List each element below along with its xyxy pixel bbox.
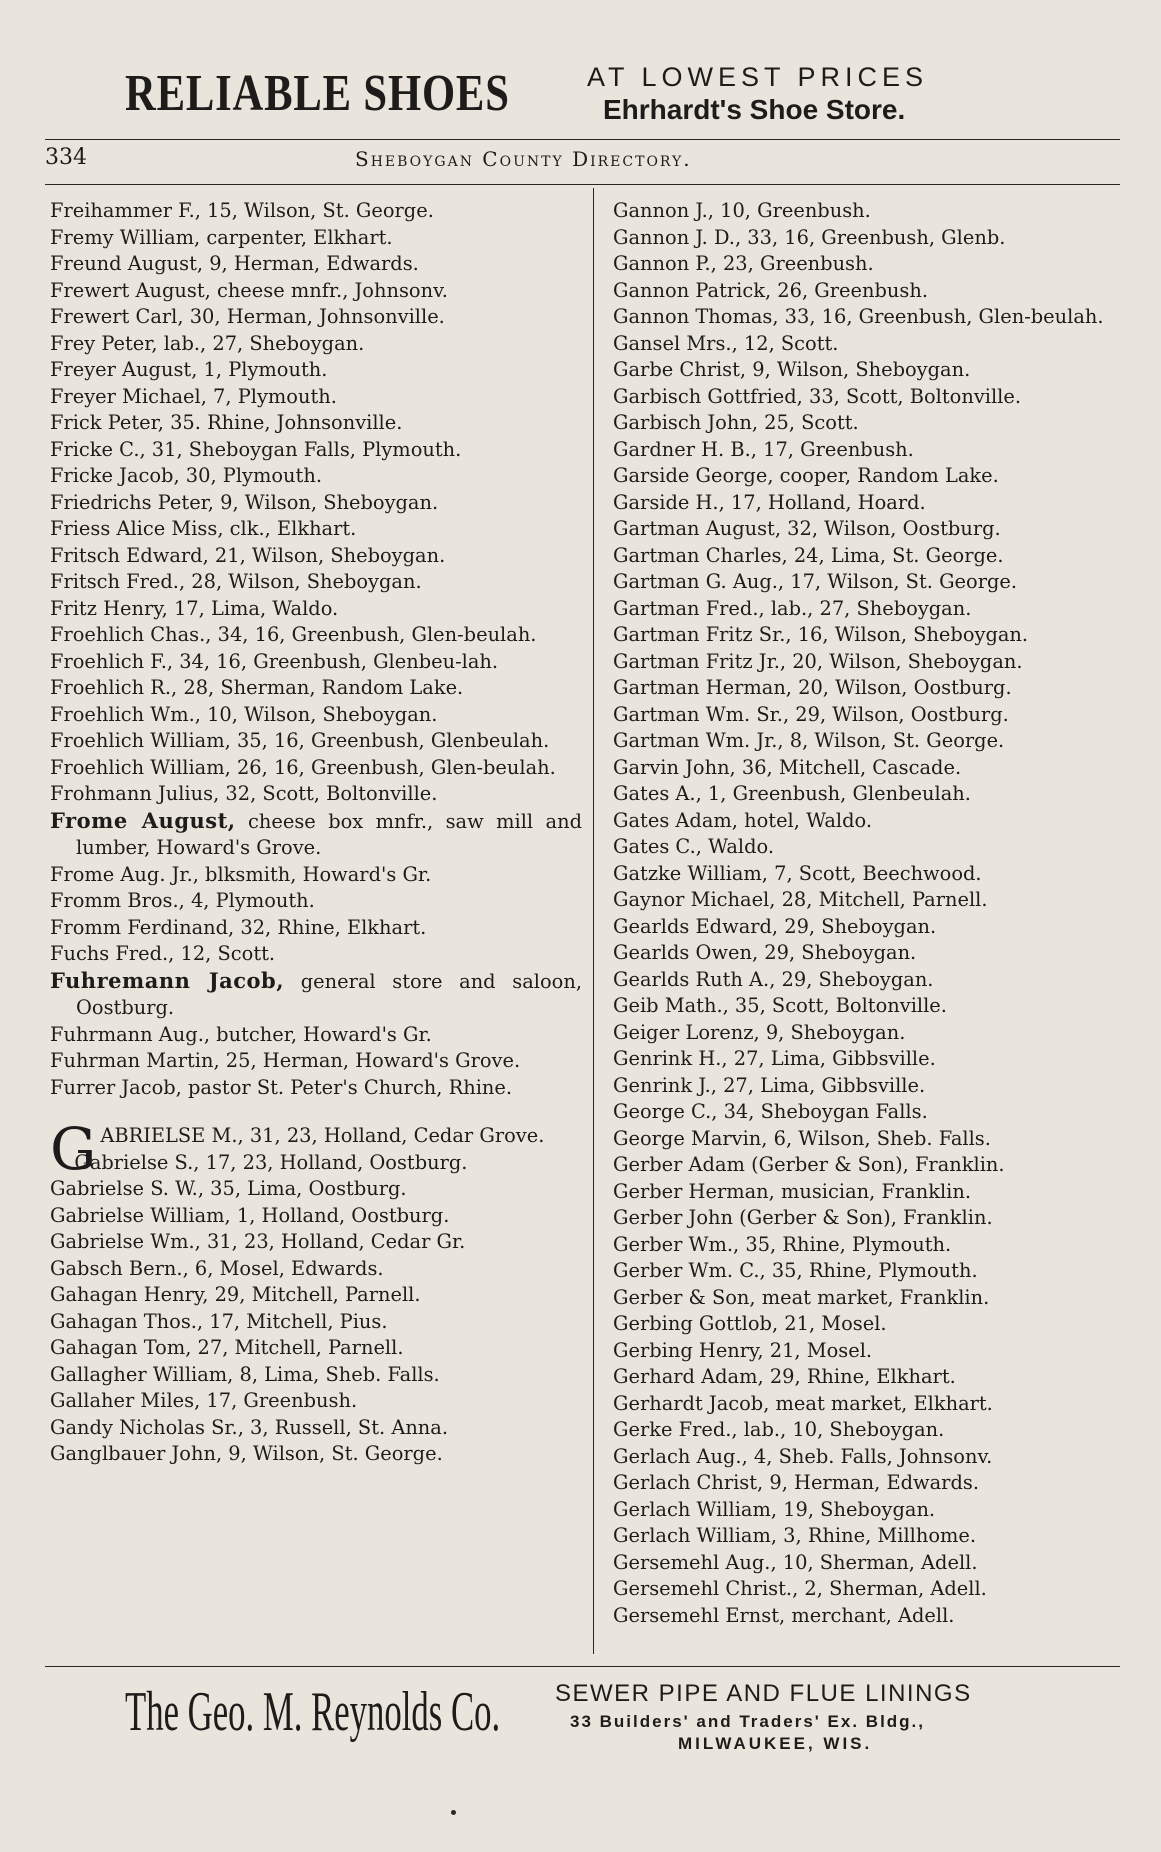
directory-entry [50, 702, 582, 729]
directory-entry [613, 543, 1133, 570]
entry-text: Gartman August, 32, Wilson, Oostburg. [613, 517, 1001, 540]
entry-text: Gates C., Waldo. [613, 835, 774, 858]
directory-entry [613, 1126, 1133, 1153]
directory-entry [613, 1550, 1133, 1577]
directory-entry [613, 702, 1133, 729]
entry-text: Gabrielse S., 17, 23, Holland, Oostburg. [74, 1150, 468, 1174]
entry-text: Fricke C., 31, Sheboygan Falls, Plymouth. [50, 437, 462, 461]
entry-text: Froehlich R., 28, Sherman, Random Lake. [50, 676, 464, 699]
entry-text: Frohmann Julius, 32, Scott, Boltonville. [50, 782, 438, 805]
entry-text: Gartman Wm. Sr., 29, Wilson, Oostburg. [613, 702, 1009, 726]
directory-entry [613, 304, 1133, 331]
entry-text: Gerber John (Gerber & Son), Franklin. [613, 1206, 993, 1229]
bottom-advertisement [125, 1680, 1065, 1760]
entry-text: Gannon Patrick, 26, Greenbush. [613, 278, 928, 302]
entry-text: Gartman G. Aug., 17, Wilson, St. George. [613, 570, 1018, 593]
directory-entry [50, 1282, 582, 1309]
directory-entry [50, 410, 582, 437]
directory-entry [613, 384, 1133, 411]
directory-entry [50, 304, 582, 331]
entry-text: Gartman Herman, 20, Wilson, Oostburg. [613, 676, 1012, 699]
directory-entry [613, 1417, 1133, 1444]
directory-entry [613, 490, 1133, 517]
directory-entry [50, 1362, 582, 1389]
entry-text: Gerber Herman, musician, Franklin. [613, 1179, 972, 1203]
directory-entry [613, 437, 1133, 464]
entry-text: Gannon J., 10, Greenbush. [613, 199, 871, 222]
entry-text: Gerber Wm. C., 35, Rhine, Plymouth. [613, 1259, 978, 1282]
entry-text: Friedrichs Peter, 9, Wilson, Sheboygan. [50, 490, 439, 514]
entry-text: Gerlach William, 3, Rhine, Millhome. [613, 1524, 977, 1547]
directory-entry [613, 357, 1133, 384]
entry-text: Gartman Fred., lab., 27, Sheboygan. [613, 596, 972, 620]
entry-text: Fuhrman Martin, 25, Herman, Howard's Grove. [50, 1049, 521, 1072]
entry-text: Frewert August, cheese mnfr., Johnsonv. [50, 278, 448, 302]
directory-entry [613, 596, 1133, 623]
directory-entry [50, 1022, 582, 1049]
ad-address: 33 Builders' and Traders' Ex. Bldg., [570, 1712, 926, 1731]
directory-entry [50, 1048, 582, 1075]
entry-text: Gabrielse S. W., 35, Lima, Oostburg. [50, 1177, 407, 1200]
entry-text: Fromm Bros., 4, Plymouth. [50, 889, 315, 912]
entry-text: Gerlach Aug., 4, Sheb. Falls, Johnsonv. [613, 1444, 993, 1468]
directory-entry [50, 728, 582, 755]
directory-entry [50, 596, 582, 623]
entry-text: Fricke Jacob, 30, Plymouth. [50, 464, 322, 487]
directory-entry [50, 463, 582, 490]
directory-entry [50, 1335, 582, 1362]
directory-entry [50, 331, 582, 358]
entry-text: Gerlach William, 19, Sheboygan. [613, 1497, 936, 1521]
entry-text: Gerhardt Jacob, meat market, Elkhart. [613, 1391, 993, 1415]
directory-entry [613, 1470, 1133, 1497]
directory-entry [50, 915, 582, 942]
directory-entry [50, 888, 582, 915]
entry-text: cheese box mnfr., saw mill and lumber, Howard's Grove. [76, 809, 583, 859]
entry-text: Gandy Nicholas Sr., 3, Russell, St. Anna. [50, 1415, 449, 1439]
directory-entry [613, 728, 1133, 755]
entry-text: Gerbing Gottlob, 21, Mosel. [613, 1312, 887, 1335]
directory-entry [50, 1415, 582, 1442]
directory-entry [613, 808, 1133, 835]
directory-entry [613, 1391, 1133, 1418]
directory-entry [50, 543, 582, 570]
directory-entry [50, 781, 582, 808]
directory-entry [613, 1258, 1133, 1285]
directory-entry [613, 914, 1133, 941]
entry-text: Gabrielse Wm., 31, 23, Holland, Cedar Gr. [50, 1230, 466, 1253]
entry-text: Geiger Lorenz, 9, Sheboygan. [613, 1020, 906, 1044]
directory-entry [50, 1309, 582, 1336]
page-title: Sheboygan County Directory. [355, 147, 692, 171]
entry-text: Geib Math., 35, Scott, Boltonville. [613, 994, 947, 1017]
directory-entry [50, 198, 582, 225]
directory-entry [50, 808, 582, 862]
entry-text: Fritsch Edward, 21, Wilson, Sheboygan. [50, 543, 446, 567]
entry-text: Fromm Ferdinand, 32, Rhine, Elkhart. [50, 915, 427, 939]
directory-entry [613, 781, 1133, 808]
directory-entry [50, 941, 582, 968]
directory-entry [613, 516, 1133, 543]
entry-text: Freyer August, 1, Plymouth. [50, 358, 328, 381]
directory-entry [613, 940, 1133, 967]
left-column [50, 198, 582, 1468]
directory-entry [613, 410, 1133, 437]
directory-entry [50, 490, 582, 517]
directory-entry [50, 1441, 582, 1468]
directory-entry [613, 1603, 1133, 1630]
entry-text: Fritz Henry, 17, Lima, Waldo. [50, 596, 339, 620]
top-advertisement [125, 60, 1055, 130]
directory-entry [50, 278, 582, 305]
directory-entry [50, 225, 582, 252]
entry-text: George C., 34, Sheboygan Falls. [613, 1100, 928, 1123]
directory-entry [50, 437, 582, 464]
entry-text: Freihammer F., 15, Wilson, St. George. [50, 199, 434, 222]
directory-entry [50, 1229, 582, 1256]
entry-text: Gannon J. D., 33, 16, Greenbush, Glenb. [613, 225, 1006, 249]
entry-text: Gates Adam, hotel, Waldo. [613, 808, 872, 832]
directory-entry [50, 862, 582, 889]
entry-text: George Marvin, 6, Wilson, Sheb. Falls. [613, 1126, 991, 1150]
directory-entry [613, 1073, 1133, 1100]
entry-text: Gannon P., 23, Greenbush. [613, 252, 874, 275]
entry-text: Gatzke William, 7, Scott, Beechwood. [613, 861, 982, 885]
entry-text: Froehlich F., 34, 16, Greenbush, Glenbeu-lah. [50, 649, 499, 673]
entry-text: Garbe Christ, 9, Wilson, Sheboygan. [613, 358, 971, 381]
directory-entry [613, 1444, 1133, 1471]
directory-entry [613, 887, 1133, 914]
entry-text: Gannon Thomas, 33, 16, Greenbush, Glen-beulah. [613, 305, 1104, 328]
directory-entry [613, 1338, 1133, 1365]
directory-entry [50, 968, 582, 1022]
right-column [613, 198, 1133, 1629]
directory-entry [613, 1311, 1133, 1338]
entry-text: Gerke Fred., lab., 10, Sheboygan. [613, 1418, 945, 1441]
directory-entry [50, 357, 582, 384]
directory-entry [50, 516, 582, 543]
entry-bold-name: Frome August, [50, 807, 236, 833]
entry-text: Gerlach Christ, 9, Herman, Edwards. [613, 1471, 979, 1494]
entry-text: Gallagher William, 8, Lima, Sheb. Falls. [50, 1362, 440, 1386]
entry-text: Gahagan Thos., 17, Mitchell, Pius. [50, 1309, 388, 1333]
entry-text: Gerhard Adam, 29, Rhine, Elkhart. [613, 1365, 956, 1388]
entry-text: Ganglbauer John, 9, Wilson, St. George. [50, 1442, 443, 1465]
directory-entry [50, 1388, 582, 1415]
directory-entry [613, 1232, 1133, 1259]
entry-text: Gersemehl Ernst, merchant, Adell. [613, 1603, 955, 1627]
bottom-rule [45, 1666, 1120, 1667]
entry-text: Froehlich William, 35, 16, Greenbush, Glenbeulah. [50, 729, 550, 752]
directory-entry [613, 1099, 1133, 1126]
entry-text: Gartman Charles, 24, Lima, St. George. [613, 543, 1004, 567]
entry-text: Gartman Wm. Jr., 8, Wilson, St. George. [613, 729, 1005, 752]
directory-entry [613, 834, 1133, 861]
directory-entry [50, 251, 582, 278]
entry-text: Gansel Mrs., 12, Scott. [613, 331, 839, 355]
drop-cap-letter: G [50, 1115, 97, 1183]
directory-entry [613, 1497, 1133, 1524]
entry-text: Froehlich Chas., 34, 16, Greenbush, Glen-beulah. [50, 623, 537, 646]
entry-text: Gerber Wm., 35, Rhine, Plymouth. [613, 1232, 952, 1256]
directory-entry [50, 755, 582, 782]
directory-entry [613, 1152, 1133, 1179]
directory-entry [50, 1256, 582, 1283]
page-mark [451, 1810, 456, 1815]
ad-tagline: AT LOWEST PRICES [587, 62, 929, 92]
ad-headline: RELIABLE SHOES [125, 65, 510, 122]
entry-text: Gearlds Owen, 29, Sheboygan. [613, 941, 917, 964]
directory-entry [50, 1075, 582, 1102]
entry-bold-name: Fuhremann Jacob, [50, 967, 285, 993]
directory-entry [50, 675, 582, 702]
directory-entry [613, 993, 1133, 1020]
directory-entry [50, 622, 582, 649]
top-rule [45, 139, 1120, 140]
entry-text: Garbisch John, 25, Scott. [613, 411, 859, 434]
directory-entry [613, 675, 1133, 702]
entry-text: Gabrielse William, 1, Holland, Oostburg. [50, 1203, 450, 1227]
entry-text: Garside George, cooper, Random Lake. [613, 464, 999, 487]
entry-text: Gahagan Tom, 27, Mitchell, Parnell. [50, 1336, 404, 1359]
entry-text: Fuhrmann Aug., butcher, Howard's Gr. [50, 1022, 432, 1046]
entry-text: Garvin John, 36, Mitchell, Cascade. [613, 755, 962, 779]
directory-entry [613, 1576, 1133, 1603]
directory-entry [613, 1046, 1133, 1073]
directory-entry [613, 649, 1133, 676]
directory-entry [50, 1203, 582, 1230]
entry-text: Frome Aug. Jr., blksmith, Howard's Gr. [50, 862, 432, 886]
directory-entry [613, 198, 1133, 225]
directory-entry [50, 569, 582, 596]
entry-text: Gahagan Henry, 29, Mitchell, Parnell. [50, 1283, 421, 1306]
entry-text: Gearlds Ruth A., 29, Sheboygan. [613, 967, 934, 991]
entry-text: Friess Alice Miss, clk., Elkhart. [50, 517, 357, 540]
directory-entry [613, 331, 1133, 358]
entry-text: Gaynor Michael, 28, Mitchell, Parnell. [613, 888, 988, 911]
directory-entry [613, 278, 1133, 305]
entry-text: Fritsch Fred., 28, Wilson, Sheboygan. [50, 570, 422, 593]
entry-text: Gabsch Bern., 6, Mosel, Edwards. [50, 1256, 384, 1280]
directory-entry [50, 649, 582, 676]
directory-entry [50, 384, 582, 411]
entry-text: Garbisch Gottfried, 33, Scott, Boltonville. [613, 384, 1022, 408]
directory-entry [613, 251, 1133, 278]
entry-text: ABRIELSE M., 31, 23, Holland, Cedar Grove. [100, 1124, 545, 1147]
directory-entry [613, 1285, 1133, 1312]
page-number: 334 [45, 145, 87, 170]
entry-text: Frey Peter, lab., 27, Sheboygan. [50, 331, 365, 355]
directory-entry [613, 861, 1133, 888]
entry-text: Gerber & Son, meat market, Franklin. [613, 1285, 990, 1309]
page-header [45, 145, 1120, 181]
directory-entry [613, 1020, 1133, 1047]
directory-entry [613, 622, 1133, 649]
entry-text: Fuchs Fred., 12, Scott. [50, 942, 276, 965]
directory-entry [613, 569, 1133, 596]
directory-entry [613, 225, 1133, 252]
directory-entry [613, 1179, 1133, 1206]
entry-text: Gartman Fritz Jr., 20, Wilson, Sheboygan. [613, 649, 1023, 673]
ad-city: MILWAUKEE, WIS. [678, 1734, 873, 1753]
entry-text: Gerbing Henry, 21, Mosel. [613, 1338, 873, 1362]
entry-text: Freyer Michael, 7, Plymouth. [50, 384, 337, 408]
entry-text: Furrer Jacob, pastor St. Peter's Church, Rhine. [50, 1075, 513, 1099]
header-rule [45, 184, 1120, 185]
entry-text: Genrink H., 27, Lima, Gibbsville. [613, 1047, 936, 1070]
directory-entry [613, 1205, 1133, 1232]
directory-entry [613, 967, 1133, 994]
ad-products: SEWER PIPE AND FLUE LININGS [555, 1680, 972, 1707]
entry-text: Gartman Fritz Sr., 16, Wilson, Sheboygan. [613, 623, 1029, 646]
entry-text: Froehlich William, 26, 16, Greenbush, Glen-beulah. [50, 755, 556, 779]
entry-text: Frick Peter, 35. Rhine, Johnsonville. [50, 411, 403, 434]
entry-text: Freund August, 9, Herman, Edwards. [50, 252, 419, 275]
entry-text: Garside H., 17, Holland, Hoard. [613, 490, 926, 514]
entry-text: Gallaher Miles, 17, Greenbush. [50, 1389, 358, 1412]
column-divider [593, 188, 594, 1654]
entry-text: Gearlds Edward, 29, Sheboygan. [613, 914, 937, 938]
entry-text: Gersemehl Aug., 10, Sherman, Adell. [613, 1550, 978, 1574]
entry-text: Gates A., 1, Greenbush, Glenbeulah. [613, 782, 971, 805]
directory-entry [50, 1150, 582, 1177]
entry-text: Gersemehl Christ., 2, Sherman, Adell. [613, 1577, 987, 1600]
directory-entry [613, 755, 1133, 782]
entry-text: Frewert Carl, 30, Herman, Johnsonville. [50, 305, 445, 328]
ad-store-name: Ehrhardt's Shoe Store. [603, 94, 906, 125]
entry-text: Genrink J., 27, Lima, Gibbsville. [613, 1073, 926, 1097]
directory-entry [613, 463, 1133, 490]
directory-entry [613, 1523, 1133, 1550]
directory-entry [613, 1364, 1133, 1391]
entry-text: Fremy William, carpenter, Elkhart. [50, 225, 393, 249]
entry-text: Gerber Adam (Gerber & Son), Franklin. [613, 1153, 1005, 1176]
entry-text: Gardner H. B., 17, Greenbush. [613, 437, 914, 461]
entry-text: Froehlich Wm., 10, Wilson, Sheboygan. [50, 702, 438, 726]
ad-company-name: The Geo. M. Reynolds Co. [125, 1681, 501, 1743]
directory-entry [50, 1176, 582, 1203]
entry-text: general store and saloon, Oostburg. [76, 969, 582, 1019]
